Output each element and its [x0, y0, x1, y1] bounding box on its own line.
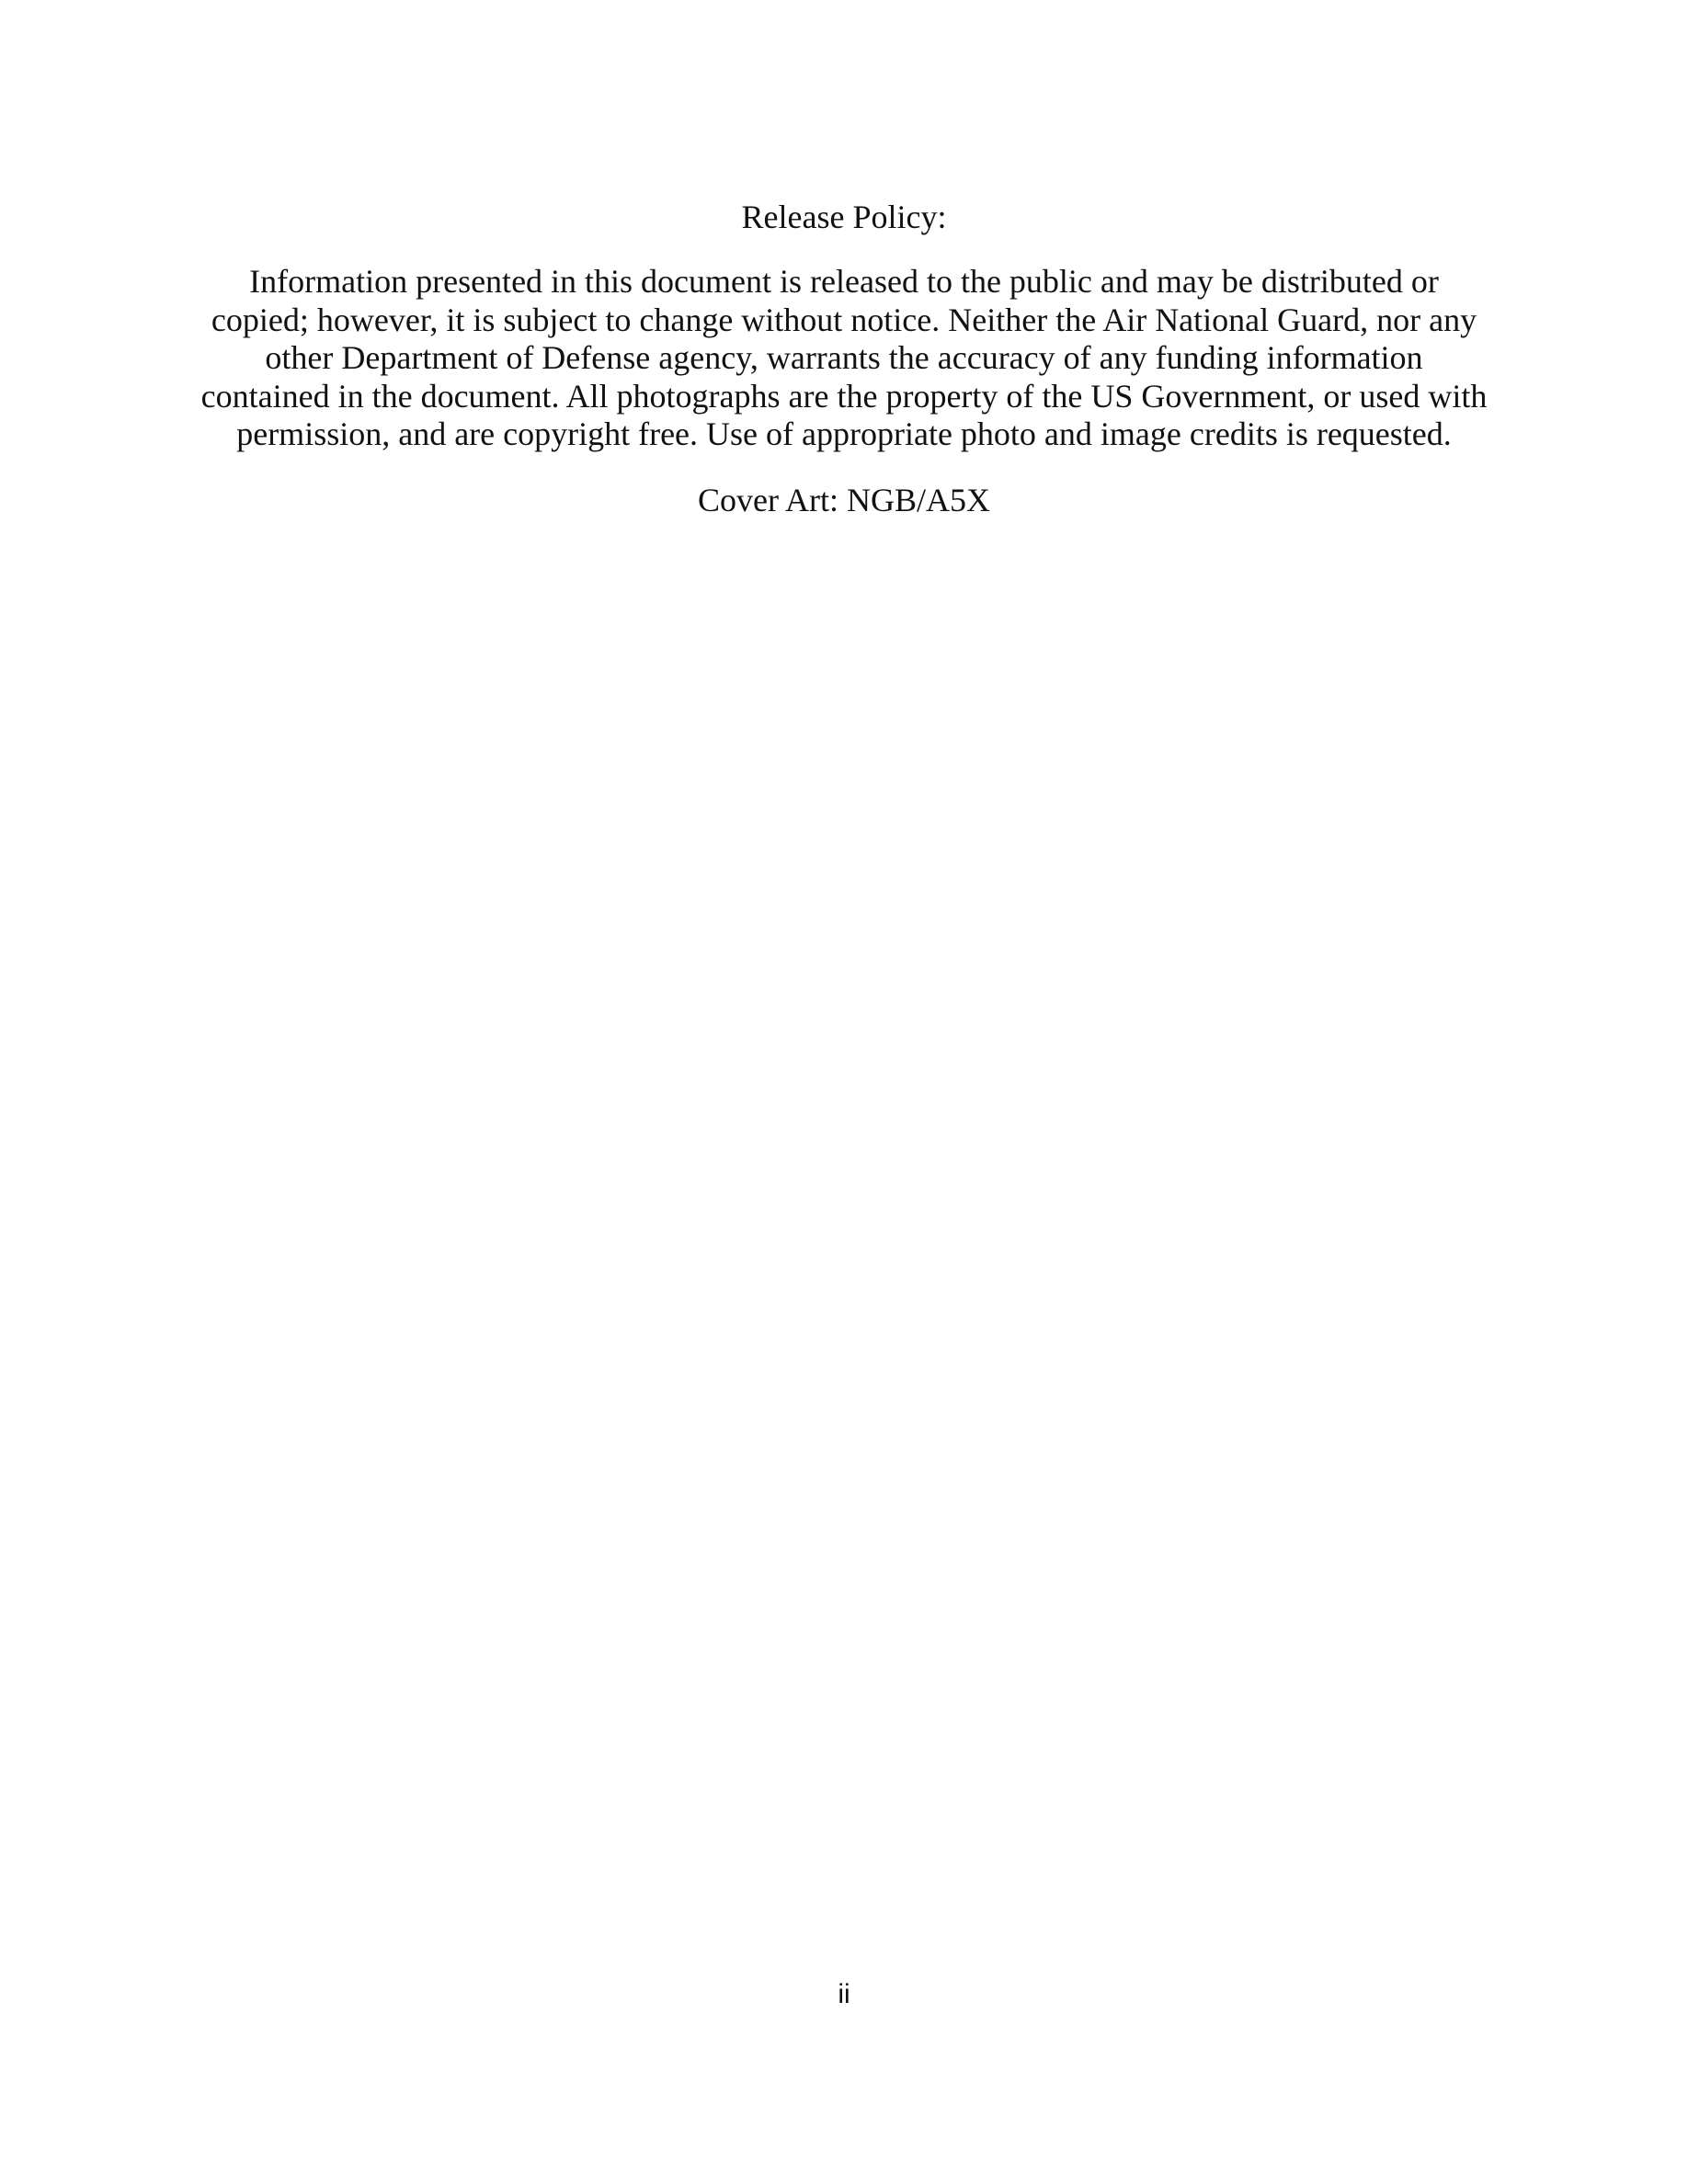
policy-line: contained in the document. All photographs are the property of the US Government, or used with [200, 377, 1488, 415]
policy-line: Information presented in this document is released to the public and may be distributed or [249, 263, 1439, 300]
release-policy-section [184, 193, 1504, 524]
release-policy-text [184, 263, 1504, 454]
policy-line: copied; however, it is subject to change without notice. Neither the Air National Guard, nor any [211, 301, 1477, 338]
policy-line: other Department of Defense agency, warrants the accuracy of any funding information [265, 339, 1423, 376]
release-policy-heading: Release Policy: [741, 199, 947, 235]
cover-art-credit: Cover Art: NGB/A5X [698, 481, 990, 518]
page-number: ii [838, 1979, 850, 2009]
policy-line: permission, and are copyright free. Use of appropriate photo and image credits is requested. [236, 415, 1452, 452]
